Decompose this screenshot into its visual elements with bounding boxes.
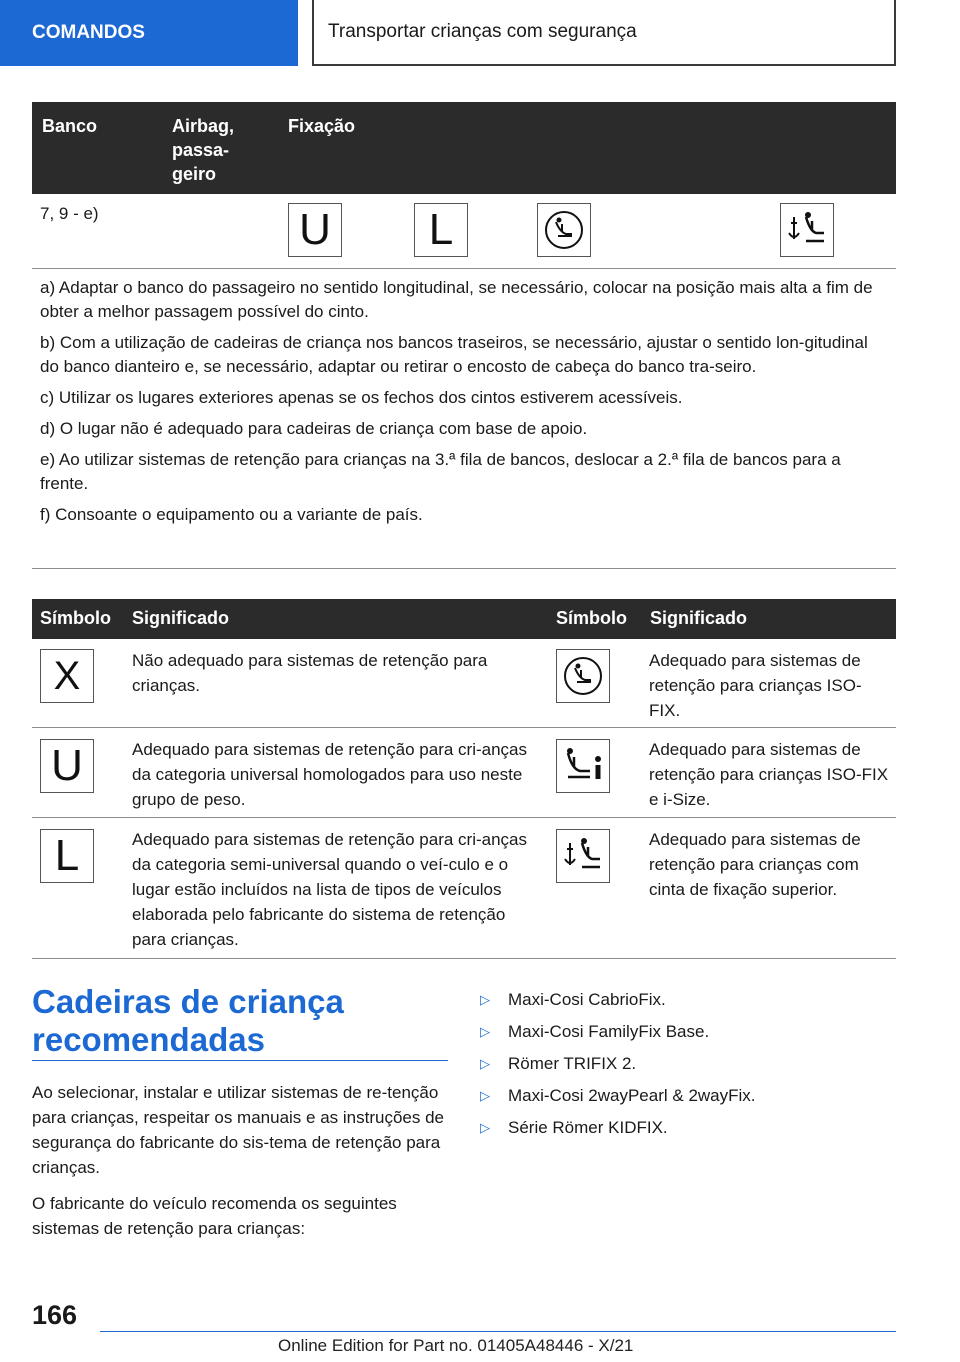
col-significado-2: Significado [650, 608, 748, 628]
seat-table-header [32, 102, 896, 194]
top-tether-icon [556, 829, 610, 883]
footnotes [40, 276, 888, 534]
section-title-rule [32, 1060, 448, 1061]
section-tab [0, 0, 298, 66]
isofix-isize-icon [556, 739, 610, 793]
recommended-seats-list [480, 984, 880, 1144]
note-f: f) Consoante o equipamento ou a variante de país. [40, 505, 423, 524]
note-a: a) Adaptar o banco do passageiro no sentido longitudinal, se necessário, colocar na posição mais alta a fim de obter a melhor passagem possível do cinto. [40, 278, 873, 321]
top-tether-icon [780, 203, 834, 257]
divider [32, 727, 896, 728]
isofix-icon [556, 649, 610, 703]
note-e: e) Ao utilizar sistemas de retenção para crianças na 3.ª fila de bancos, deslocar a 2.ª fila de bancos para a frente. [40, 450, 841, 493]
note-d: d) O lugar não é adequado para cadeiras de criança com base de apoio. [40, 419, 588, 438]
list-marker-icon: ▷ [480, 992, 490, 1007]
symbol-desc-l: Adequado para sistemas de retenção para cri-anças da categoria semi-universal quando o veí-culo e o lugar estão incluídos na lista de tipos de veículos elaborada pelo fabricante do sistema de retenção para crianças. [132, 830, 528, 949]
list-item: ▷ Série Römer KIDFIX. [480, 1118, 668, 1137]
section-tab-label: COMANDOS [32, 22, 145, 43]
symbol-desc-isofix: Adequado para sistemas de retenção para crianças ISO-FIX. [649, 651, 862, 720]
symbol-table-header [32, 599, 896, 639]
list-marker-icon: ▷ [480, 1056, 490, 1071]
symbol-desc-top-tether: Adequado para sistemas de retenção para crianças com cinta de fixação superior. [649, 830, 861, 899]
col-simbolo-2: Símbolo [556, 608, 627, 628]
note-b: b) Com a utilização de cadeiras de criança nos bancos traseiros, se necessário, ajustar o sentido lon-gitudinal do banco dianteiro e, se necessário, adaptar ou retirar o encosto de cabeça do banco tra-seiro. [40, 333, 868, 376]
section-title: Cadeiras de criança recomendadas [32, 983, 344, 1058]
paragraph-1: Ao selecionar, instalar e utilizar sistemas de re-tenção para crianças, respeitar os manuais e as instruções de segurança do fabricante do sis-tema de retenção para crianças. [32, 1083, 444, 1177]
divider [32, 568, 896, 569]
col-simbolo-1: Símbolo [40, 608, 111, 628]
page-number: 166 [32, 1300, 78, 1330]
symbol-desc-x: Não adequado para sistemas de retenção para crianças. [132, 651, 488, 695]
list-item: ▷ Maxi-Cosi 2wayPearl & 2wayFix. [480, 1086, 756, 1105]
list-marker-icon: ▷ [480, 1120, 490, 1135]
col-significado-1: Significado [132, 608, 230, 628]
page-header-title [312, 0, 896, 66]
page-header-title-text: Transportar crianças com segurança [328, 21, 637, 42]
list-item: ▷ Römer TRIFIX 2. [480, 1054, 637, 1073]
seat-row-banco: 7, 9 - e) [40, 204, 99, 223]
universal-u-icon: U [40, 739, 94, 793]
symbol-desc-isofix-isize: Adequado para sistemas de retenção para crianças ISO-FIX e i-Size. [649, 740, 889, 809]
list-item: ▷ Maxi-Cosi CabrioFix. [480, 990, 666, 1009]
paragraph-2: O fabricante do veículo recomenda os seguintes sistemas de retenção para crianças: [32, 1194, 397, 1238]
isofix-icon [537, 203, 591, 257]
list-marker-icon: ▷ [480, 1088, 490, 1103]
list-item: ▷ Maxi-Cosi FamilyFix Base. [480, 1022, 710, 1041]
symbol-desc-u: Adequado para sistemas de retenção para cri-anças da categoria universal homologados para uso neste grupo de peso. [132, 740, 528, 809]
col-airbag: Airbag, passa- geiro [172, 116, 235, 184]
semi-universal-l-icon: L [414, 203, 468, 257]
semi-universal-l-icon: L [40, 829, 94, 883]
footer-edition: Online Edition for Part no. 01405A48446 - X/21 [278, 1336, 634, 1355]
divider [32, 958, 896, 959]
col-fixacao: Fixação [288, 116, 356, 136]
divider [32, 817, 896, 818]
list-marker-icon: ▷ [480, 1024, 490, 1039]
note-c: c) Utilizar os lugares exteriores apenas se os fechos dos cintos estiverem acessíveis. [40, 388, 683, 407]
universal-u-icon: U [288, 203, 342, 257]
not-suitable-x-icon: X [40, 649, 94, 703]
divider [32, 268, 896, 269]
footer-rule [100, 1331, 896, 1332]
col-banco: Banco [42, 116, 98, 136]
